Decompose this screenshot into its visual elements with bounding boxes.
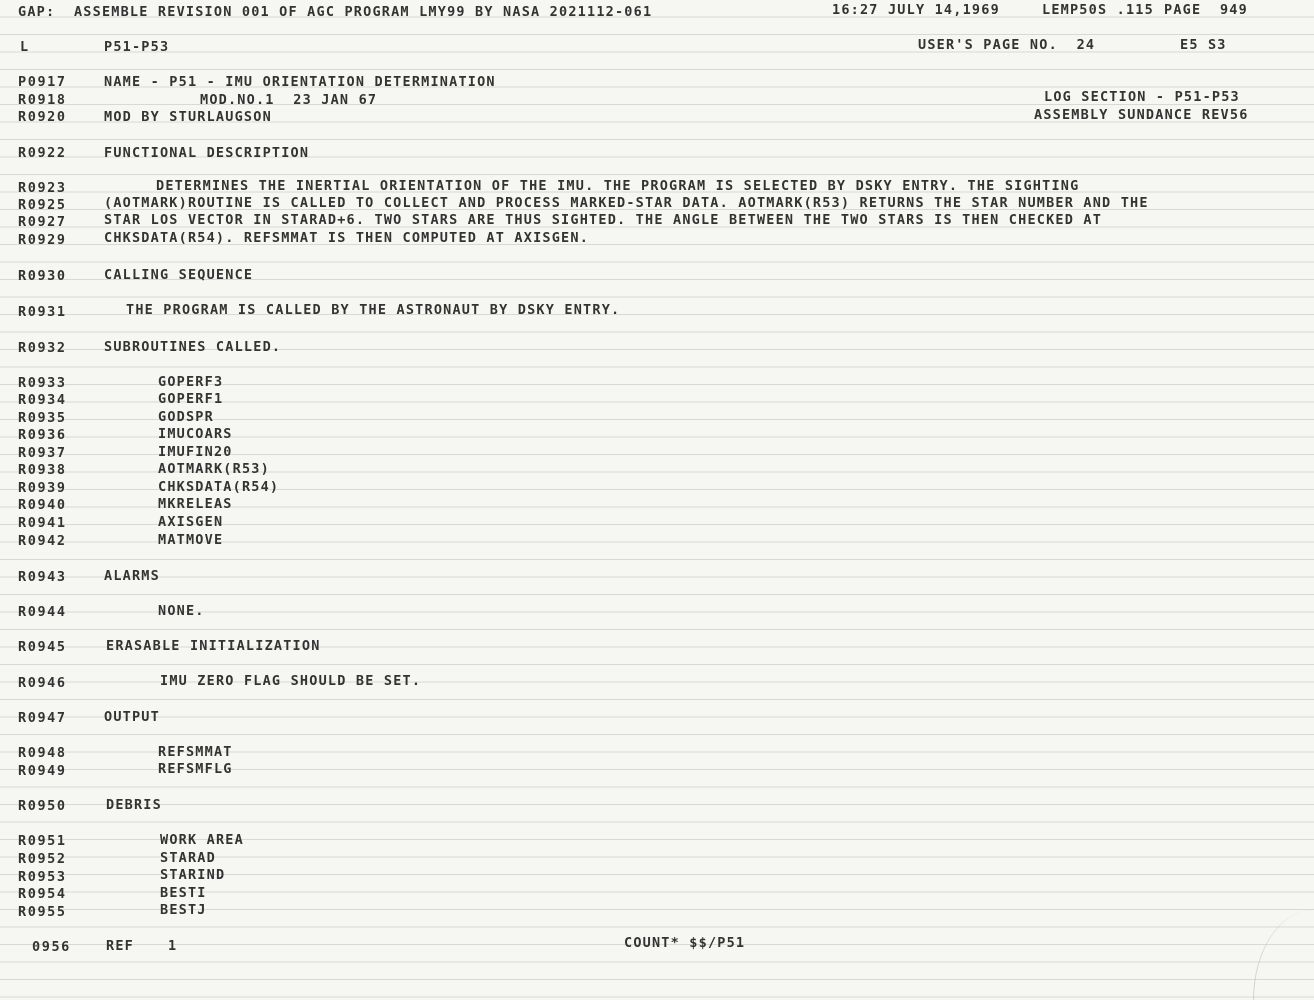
line-number: R0951 xyxy=(18,833,67,849)
header-time-date: 16:27 JULY 14,1969 xyxy=(832,2,1000,18)
line-number: R0946 xyxy=(18,675,67,691)
list-item: MATMOVE xyxy=(158,532,224,548)
line-number: R0941 xyxy=(18,515,67,531)
header-title: GAP: ASSEMBLE REVISION 001 OF AGC PROGRAM LMY99 BY NASA 2021112-061 xyxy=(18,4,653,20)
line-text: STAR LOS VECTOR IN STARAD+6. TWO STARS ARE THUS SIGHTED. THE ANGLE BETWEEN THE TWO STARS IS THEN CHECKED AT xyxy=(104,212,1103,228)
list-item: AOTMARK(R53) xyxy=(158,461,270,477)
section-heading: ALARMS xyxy=(104,568,160,584)
list-item: CHKSDATA(R54) xyxy=(158,479,280,495)
line-text: NAME - P51 - IMU ORIENTATION DETERMINATION xyxy=(104,74,496,90)
list-item: MKRELEAS xyxy=(158,496,233,512)
assembly-name: ASSEMBLY SUNDANCE REV56 xyxy=(1034,107,1249,123)
header-page: PAGE 949 xyxy=(1164,2,1248,18)
footer-line-number: 0956 xyxy=(32,939,71,955)
section-heading: SUBROUTINES CALLED. xyxy=(104,339,282,355)
line-number: R0949 xyxy=(18,763,67,779)
subheader-id: E5 S3 xyxy=(1180,37,1227,53)
section-heading: DEBRIS xyxy=(106,797,162,813)
line-number: R0948 xyxy=(18,745,67,761)
line-number: R0954 xyxy=(18,886,67,902)
list-item: IMU ZERO FLAG SHOULD BE SET. xyxy=(160,673,422,689)
line-number: R0938 xyxy=(18,462,67,478)
line-number: R0935 xyxy=(18,410,67,426)
line-number: R0931 xyxy=(18,304,67,320)
page-curl xyxy=(1253,910,1314,1000)
line-number: R0937 xyxy=(18,445,67,461)
line-number: R0950 xyxy=(18,798,67,814)
line-text: MOD.NO.1 23 JAN 67 xyxy=(200,92,378,108)
subheader-code: L xyxy=(20,39,30,55)
line-number: R0940 xyxy=(18,497,67,513)
line-number: R0930 xyxy=(18,268,67,284)
footer-count: COUNT* $$/P51 xyxy=(624,935,746,951)
section-heading: OUTPUT xyxy=(104,709,160,725)
list-item: IMUFIN20 xyxy=(158,444,233,460)
line-text: CHKSDATA(R54). REFSMMAT IS THEN COMPUTED AT AXISGEN. xyxy=(104,230,590,246)
list-item: IMUCOARS xyxy=(158,426,233,442)
line-text: DETERMINES THE INERTIAL ORIENTATION OF THE IMU. THE PROGRAM IS SELECTED BY DSKY ENTRY. THE SIGHTING xyxy=(156,178,1080,194)
line-number: R0952 xyxy=(18,851,67,867)
list-item: GODSPR xyxy=(158,409,214,425)
line-number: R0933 xyxy=(18,375,67,391)
log-section: LOG SECTION - P51-P53 xyxy=(1044,89,1240,105)
line-number: R0932 xyxy=(18,340,67,356)
list-item: AXISGEN xyxy=(158,514,224,530)
line-text: MOD BY STURLAUGSON xyxy=(104,109,272,125)
line-number: R0953 xyxy=(18,869,67,885)
line-number: R0939 xyxy=(18,480,67,496)
line-number: R0927 xyxy=(18,214,67,230)
line-text: THE PROGRAM IS CALLED BY THE ASTRONAUT BY DSKY ENTRY. xyxy=(126,302,621,318)
list-item: BESTJ xyxy=(160,902,207,918)
list-item: REFSMMAT xyxy=(158,744,233,760)
line-number: R0923 xyxy=(18,180,67,196)
section-heading: ERASABLE INITIALIZATION xyxy=(106,638,321,654)
line-number: R0922 xyxy=(18,145,67,161)
header-lemp: LEMP50S .115 xyxy=(1042,2,1154,18)
list-item: GOPERF3 xyxy=(158,374,224,390)
line-text: (AOTMARK)ROUTINE IS CALLED TO COLLECT AND PROCESS MARKED-STAR DATA. AOTMARK(R53) RETURNS THE STAR NUMBER AND THE xyxy=(104,195,1149,211)
line-number: P0917 xyxy=(18,74,67,90)
section-heading: CALLING SEQUENCE xyxy=(104,267,254,283)
line-number: R0955 xyxy=(18,904,67,920)
line-number: R0945 xyxy=(18,639,67,655)
line-number: R0920 xyxy=(18,109,67,125)
section-heading: FUNCTIONAL DESCRIPTION xyxy=(104,145,310,161)
list-item: REFSMFLG xyxy=(158,761,233,777)
line-number: R0925 xyxy=(18,197,67,213)
footer-ref-value: 1 xyxy=(168,938,178,954)
list-item: BESTI xyxy=(160,885,207,901)
line-number: R0942 xyxy=(18,533,67,549)
subheader-section: P51-P53 xyxy=(104,39,170,55)
line-number: R0936 xyxy=(18,427,67,443)
line-number: R0918 xyxy=(18,92,67,108)
list-item: WORK AREA xyxy=(160,832,244,848)
line-number: R0943 xyxy=(18,569,67,585)
footer-ref-label: REF xyxy=(106,938,134,954)
list-item: STARAD xyxy=(160,850,216,866)
line-number: R0947 xyxy=(18,710,67,726)
list-item: STARIND xyxy=(160,867,226,883)
users-page-number: USER'S PAGE NO. 24 xyxy=(918,37,1096,53)
line-number: R0934 xyxy=(18,392,67,408)
line-number: R0944 xyxy=(18,604,67,620)
line-number: R0929 xyxy=(18,232,67,248)
list-item: NONE. xyxy=(158,603,205,619)
list-item: GOPERF1 xyxy=(158,391,224,407)
